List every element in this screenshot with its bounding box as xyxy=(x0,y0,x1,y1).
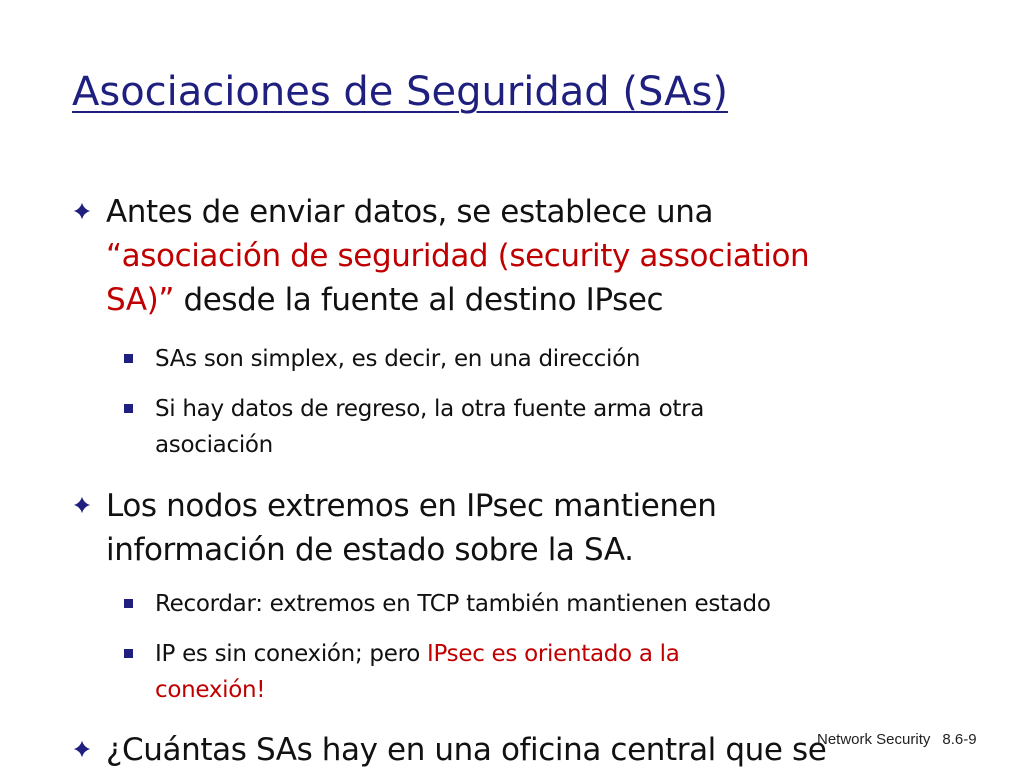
subbullet-tcp xyxy=(155,586,875,622)
bullet-line: Antes de enviar datos, se establece una xyxy=(106,194,714,230)
four-petal-star-icon xyxy=(73,202,91,220)
emphasis-text: IPsec es orientado a la xyxy=(427,641,680,667)
bullet-line: Los nodos extremos en IPsec mantienen xyxy=(106,488,717,524)
square-bullet-icon xyxy=(124,649,133,658)
subbullet-line: conexión! xyxy=(155,677,266,703)
bullet-text: desde la fuente al destino IPsec xyxy=(174,282,664,318)
bullet-state-info xyxy=(106,484,866,572)
four-petal-star-icon xyxy=(73,740,91,758)
bullet-line: “asociación de seguridad (security association xyxy=(106,238,810,274)
emphasis-text: SA)” xyxy=(106,282,175,318)
bullet-central-office xyxy=(106,728,866,772)
subbullet-line: SAs son simplex, es decir, en una dirección xyxy=(155,346,641,372)
subbullet-line: Recordar: extremos en TCP también mantienen estado xyxy=(155,591,771,617)
subbullet-line: Si hay datos de regreso, la otra fuente arma otra xyxy=(155,396,705,422)
square-bullet-icon xyxy=(124,404,133,413)
square-bullet-icon xyxy=(124,599,133,608)
slide-footer xyxy=(817,731,977,748)
subbullet-return-data xyxy=(155,391,875,463)
four-petal-star-icon xyxy=(73,496,91,514)
square-bullet-icon xyxy=(124,354,133,363)
subbullet-ip-connectionless xyxy=(155,636,875,708)
bullet-line: información de estado sobre la SA. xyxy=(106,532,634,568)
subbullet-line: asociación xyxy=(155,432,273,458)
footer-label: Network Security xyxy=(817,731,931,748)
subbullet-text: IP es sin conexión; pero xyxy=(155,641,428,667)
bullet-line: ¿Cuántas SAs hay en una oficina central que se xyxy=(106,732,827,768)
subbullet-simplex xyxy=(155,341,875,377)
subbullet-line xyxy=(155,636,875,672)
bullet-sa-definition xyxy=(106,190,866,322)
slide-title: Asociaciones de Seguridad (SAs) xyxy=(72,69,728,115)
bullet-line xyxy=(106,278,866,322)
page-number: 8.6-9 xyxy=(942,731,977,748)
